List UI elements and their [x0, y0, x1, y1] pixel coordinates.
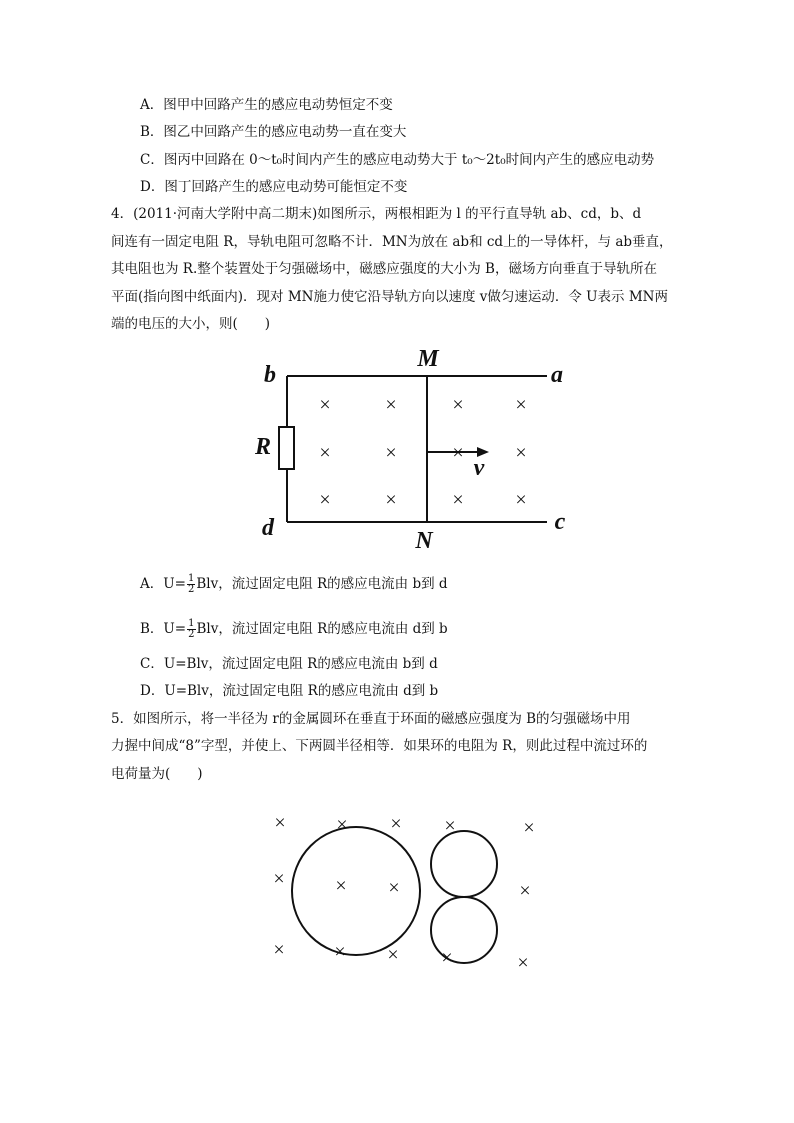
fraction-denominator: 2: [188, 629, 195, 640]
q4-option-a-prefix: A．U=: [140, 576, 186, 592]
field-mark: ×: [452, 442, 464, 464]
q4-option-b: [140, 619, 448, 640]
q3-option-b: B．图乙中回路产生的感应电动势一直在变大: [140, 124, 407, 140]
field-mark: ×: [273, 939, 285, 961]
q4-option-a-rest: Blv，流过固定电阻 R的感应电流由 b到 d: [196, 576, 448, 592]
field-mark: ×: [444, 815, 456, 837]
field-mark: ×: [387, 944, 399, 966]
upper-small-ring: [431, 831, 497, 897]
fraction-one-half: [187, 619, 195, 640]
field-mark: ×: [515, 442, 527, 464]
q3-option-d: D．图丁回路产生的感应电动势可能恒定不变: [140, 179, 408, 195]
field-mark: ×: [273, 868, 285, 890]
label-n: N: [415, 528, 433, 554]
label-a: a: [551, 362, 563, 388]
q3-option-c: C．图丙中回路在 0～t₀时间内产生的感应电动势大于 t₀～2t₀时间内产生的感应电动势: [140, 152, 655, 168]
field-mark: ×: [441, 947, 453, 969]
q4-stem-line-4: 平面(指向图中纸面内)．现对 MN施力使它沿导轨方向以速度 v做匀速运动．令 U表示 MN两: [111, 289, 668, 305]
field-mark: ×: [388, 877, 400, 899]
field-mark: ×: [452, 489, 464, 511]
q4-option-a: [140, 574, 448, 595]
q5-stem-line-2: 力握中间成“8”字型，并使上、下两圆半径相等．如果环的电阻为 R，则此过程中流过环的: [111, 738, 648, 754]
resistor-r: [279, 427, 294, 469]
q4-stem-line-3: 其电阻也为 R.整个装置处于匀强磁场中，磁感应强度的大小为 B，磁场方向垂直于导轨所在: [111, 261, 657, 277]
label-d: d: [262, 515, 274, 541]
q4-option-d: D．U=Blv，流过固定电阻 R的感应电流由 d到 b: [140, 683, 439, 699]
fraction-one-half: [187, 574, 195, 595]
field-mark: ×: [319, 442, 331, 464]
q4-circuit-diagram: [245, 340, 585, 560]
field-mark: ×: [319, 394, 331, 416]
q4-option-c: C．U=Blv，流过固定电阻 R的感应电流由 b到 d: [140, 656, 438, 672]
field-mark: ×: [335, 875, 347, 897]
q5-ring-diagram: [260, 805, 550, 980]
fraction-numerator: 1: [188, 618, 195, 629]
field-mark: ×: [390, 813, 402, 835]
q3-option-a: A．图甲中回路产生的感应电动势恒定不变: [140, 97, 393, 113]
field-mark: ×: [385, 489, 397, 511]
label-r: R: [254, 434, 272, 460]
field-mark: ×: [515, 394, 527, 416]
q5-stem-line-3: 电荷量为( ): [111, 766, 203, 782]
field-mark: ×: [515, 489, 527, 511]
field-mark: ×: [519, 880, 531, 902]
field-mark: ×: [385, 394, 397, 416]
field-mark: ×: [523, 817, 535, 839]
fraction-numerator: 1: [187, 573, 195, 584]
q4-option-b-rest: Blv，流过固定电阻 R的感应电流由 d到 b: [196, 621, 448, 637]
label-v: v: [473, 455, 485, 481]
label-m: M: [417, 346, 439, 372]
q4-stem-line-1: 4．(2011·河南大学附中高二期末)如图所示，两根相距为 l 的平行直导轨 ab、cd，b、d: [111, 206, 642, 222]
field-mark: ×: [334, 941, 346, 963]
field-mark: ×: [517, 952, 529, 974]
label-b: b: [264, 362, 276, 388]
large-ring: [292, 827, 420, 955]
field-mark: ×: [336, 814, 348, 836]
q5-stem-line-1: 5．如图所示，将一半径为 r的金属圆环在垂直于环面的磁感应强度为 B的匀强磁场中用: [111, 711, 631, 727]
field-mark: ×: [319, 489, 331, 511]
fraction-denominator: 2: [187, 584, 195, 595]
field-mark: ×: [385, 442, 397, 464]
q4-stem-line-5: 端的电压的大小，则( ): [111, 316, 271, 332]
field-mark: ×: [274, 812, 286, 834]
q4-option-b-prefix: B．U=: [140, 621, 187, 637]
field-mark: ×: [452, 394, 464, 416]
label-c: c: [554, 509, 566, 535]
q4-stem-line-2: 间连有一固定电阻 R，导轨电阻可忽略不计．MN为放在 ab和 cd上的一导体杆，与 ab垂直，: [111, 234, 673, 250]
